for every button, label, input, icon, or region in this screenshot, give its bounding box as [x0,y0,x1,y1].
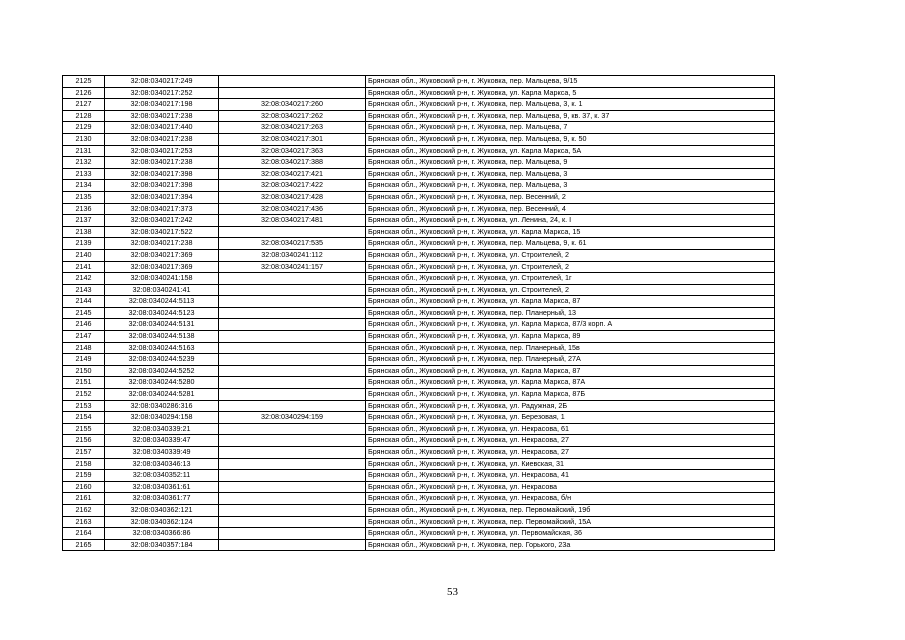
row-number-cell: 2164 [63,528,105,540]
related-cadastral-number-cell [219,273,366,285]
table-row [63,133,775,145]
row-number-cell: 2154 [63,412,105,424]
cadastral-number-cell: 32:08:0340217:238 [105,238,219,250]
related-cadastral-number-cell: 32:08:0340217:436 [219,203,366,215]
row-number-cell: 2133 [63,168,105,180]
related-cadastral-number-cell: 32:08:0340217:428 [219,191,366,203]
related-cadastral-number-cell [219,423,366,435]
address-cell: Брянская обл., Жуковский р-н, г. Жуковка, ул. Карла Маркса, 5 [366,87,775,99]
table-row [63,307,775,319]
cadastral-number-cell: 32:08:0340217:242 [105,215,219,227]
address-cell: Брянская обл., Жуковский р-н, г. Жуковка, ул. Радужная, 2Б [366,400,775,412]
related-cadastral-number-cell: 32:08:0340217:388 [219,157,366,169]
address-cell: Брянская обл., Жуковский р-н, г. Жуковка, ул. Некрасова [366,481,775,493]
cadastral-number-cell: 32:08:0340244:5163 [105,342,219,354]
row-number-cell: 2148 [63,342,105,354]
cadastral-number-cell: 32:08:0340244:5123 [105,307,219,319]
table-row [63,122,775,134]
related-cadastral-number-cell [219,435,366,447]
document-page [62,75,774,551]
cadastral-number-cell: 32:08:0340217:238 [105,110,219,122]
related-cadastral-number-cell [219,470,366,482]
table-row [63,76,775,88]
row-number-cell: 2161 [63,493,105,505]
cadastral-number-cell: 32:08:0340244:5280 [105,377,219,389]
row-number-cell: 2157 [63,447,105,459]
related-cadastral-number-cell [219,284,366,296]
table-row [63,191,775,203]
cadastral-number-cell: 32:08:0340244:5131 [105,319,219,331]
address-cell: Брянская обл., Жуковский р-н, г. Жуковка, ул. Строителей, 2 [366,284,775,296]
cadastral-number-cell: 32:08:0340357:184 [105,539,219,551]
row-number-cell: 2163 [63,516,105,528]
address-cell: Брянская обл., Жуковский р-н, г. Жуковка, пер. Первомайский, 15А [366,516,775,528]
related-cadastral-number-cell [219,400,366,412]
table-row [63,284,775,296]
related-cadastral-number-cell [219,539,366,551]
address-cell: Брянская обл., Жуковский р-н, г. Жуковка, ул. Некрасова, 27 [366,447,775,459]
address-cell: Брянская обл., Жуковский р-н, г. Жуковка, ул. Некрасова, 61 [366,423,775,435]
table-row [63,539,775,551]
related-cadastral-number-cell [219,516,366,528]
address-cell: Брянская обл., Жуковский р-н, г. Жуковка, ул. Карла Маркса, 87/3 корп. А [366,319,775,331]
address-cell: Брянская обл., Жуковский р-н, г. Жуковка, ул. Некрасова, б/н [366,493,775,505]
address-cell: Брянская обл., Жуковский р-н, г. Жуковка, ул. Строителей, 2 [366,249,775,261]
table-row [63,365,775,377]
related-cadastral-number-cell [219,447,366,459]
cadastral-number-cell: 32:08:0340339:47 [105,435,219,447]
row-number-cell: 2144 [63,296,105,308]
table-row [63,273,775,285]
address-cell: Брянская обл., Жуковский р-н, г. Жуковка, ул. Карла Маркса, 87 [366,365,775,377]
table-row [63,296,775,308]
cadastral-number-cell: 32:08:0340361:61 [105,481,219,493]
row-number-cell: 2155 [63,423,105,435]
table-row [63,203,775,215]
cadastral-number-cell: 32:08:0340217:373 [105,203,219,215]
related-cadastral-number-cell [219,296,366,308]
table-row [63,99,775,111]
table-row [63,157,775,169]
table-row [63,180,775,192]
related-cadastral-number-cell [219,307,366,319]
cadastral-number-cell: 32:08:0340217:238 [105,157,219,169]
row-number-cell: 2139 [63,238,105,250]
row-number-cell: 2160 [63,481,105,493]
row-number-cell: 2135 [63,191,105,203]
cadastral-number-cell: 32:08:0340244:5138 [105,331,219,343]
table-row [63,447,775,459]
cadastral-number-cell: 32:08:0340244:5239 [105,354,219,366]
related-cadastral-number-cell [219,481,366,493]
address-cell: Брянская обл., Жуковский р-н, г. Жуковка, ул. Некрасова, 27 [366,435,775,447]
related-cadastral-number-cell: 32:08:0340217:421 [219,168,366,180]
table-row [63,87,775,99]
cadastral-number-cell: 32:08:0340244:5252 [105,365,219,377]
cadastral-number-cell: 32:08:0340362:121 [105,504,219,516]
related-cadastral-number-cell: 32:08:0340217:301 [219,133,366,145]
table-row [63,493,775,505]
cadastral-number-cell: 32:08:0340294:158 [105,412,219,424]
related-cadastral-number-cell [219,354,366,366]
address-cell: Брянская обл., Жуковский р-н, г. Жуковка, ул. Некрасова, 41 [366,470,775,482]
related-cadastral-number-cell: 32:08:0340217:260 [219,99,366,111]
cadastral-number-cell: 32:08:0340241:41 [105,284,219,296]
address-cell: Брянская обл., Жуковский р-н, г. Жуковка, пер. Мальцева, 9/15 [366,76,775,88]
table-row [63,331,775,343]
cadastral-number-cell: 32:08:0340244:5113 [105,296,219,308]
related-cadastral-number-cell [219,493,366,505]
cadastral-number-cell: 32:08:0340217:398 [105,180,219,192]
cadastral-number-cell: 32:08:0340217:522 [105,226,219,238]
address-cell: Брянская обл., Жуковский р-н, г. Жуковка, пер. Мальцева, 9, к. 61 [366,238,775,250]
related-cadastral-number-cell [219,331,366,343]
cadastral-number-cell: 32:08:0340217:369 [105,261,219,273]
cadastral-number-cell: 32:08:0340217:398 [105,168,219,180]
cadastral-number-cell: 32:08:0340366:86 [105,528,219,540]
cadastral-number-cell: 32:08:0340346:13 [105,458,219,470]
row-number-cell: 2130 [63,133,105,145]
table-row [63,319,775,331]
cadastral-number-cell: 32:08:0340217:369 [105,249,219,261]
row-number-cell: 2126 [63,87,105,99]
cadastral-number-cell: 32:08:0340286:316 [105,400,219,412]
row-number-cell: 2134 [63,180,105,192]
table-row [63,516,775,528]
row-number-cell: 2162 [63,504,105,516]
address-cell: Брянская обл., Жуковский р-н, г. Жуковка, пер. Горького, 23а [366,539,775,551]
table-row [63,226,775,238]
cadastral-number-cell: 32:08:0340362:124 [105,516,219,528]
row-number-cell: 2143 [63,284,105,296]
related-cadastral-number-cell: 32:08:0340217:481 [219,215,366,227]
address-cell: Брянская обл., Жуковский р-н, г. Жуковка, пер. Планерный, 15в [366,342,775,354]
address-cell: Брянская обл., Жуковский р-н, г. Жуковка, пер. Мальцева, 3 [366,168,775,180]
address-cell: Брянская обл., Жуковский р-н, г. Жуковка, ул. Карла Маркса, 89 [366,331,775,343]
cadastral-number-cell: 32:08:0340217:440 [105,122,219,134]
row-number-cell: 2137 [63,215,105,227]
table-row [63,423,775,435]
related-cadastral-number-cell: 32:08:0340241:112 [219,249,366,261]
related-cadastral-number-cell [219,377,366,389]
related-cadastral-number-cell [219,504,366,516]
row-number-cell: 2138 [63,226,105,238]
table-row [63,504,775,516]
address-cell: Брянская обл., Жуковский р-н, г. Жуковка, пер. Весенний, 2 [366,191,775,203]
row-number-cell: 2151 [63,377,105,389]
row-number-cell: 2153 [63,400,105,412]
row-number-cell: 2158 [63,458,105,470]
related-cadastral-number-cell [219,458,366,470]
address-cell: Брянская обл., Жуковский р-н, г. Жуковка, пер. Планерный, 13 [366,307,775,319]
table-row [63,377,775,389]
row-number-cell: 2125 [63,76,105,88]
address-cell: Брянская обл., Жуковский р-н, г. Жуковка, ул. Ленина, 24, к. I [366,215,775,227]
table-row [63,400,775,412]
cadastral-number-cell: 32:08:0340217:238 [105,133,219,145]
row-number-cell: 2147 [63,331,105,343]
table-row [63,481,775,493]
table-row [63,215,775,227]
table-row [63,412,775,424]
table-row [63,261,775,273]
related-cadastral-number-cell [219,319,366,331]
table-row [63,249,775,261]
address-cell: Брянская обл., Жуковский р-н, г. Жуковка, пер. Мальцева, 7 [366,122,775,134]
table-row [63,470,775,482]
row-number-cell: 2146 [63,319,105,331]
row-number-cell: 2145 [63,307,105,319]
page-number: 53 [447,586,458,598]
row-number-cell: 2149 [63,354,105,366]
address-cell: Брянская обл., Жуковский р-н, г. Жуковка, пер. Планерный, 27А [366,354,775,366]
cadastral-number-cell: 32:08:0340217:394 [105,191,219,203]
row-number-cell: 2131 [63,145,105,157]
related-cadastral-number-cell: 32:08:0340217:535 [219,238,366,250]
address-cell: Брянская обл., Жуковский р-н, г. Жуковка, пер. Мальцева, 9, к. 50 [366,133,775,145]
related-cadastral-number-cell [219,342,366,354]
row-number-cell: 2132 [63,157,105,169]
related-cadastral-number-cell [219,226,366,238]
cadastral-number-cell: 32:08:0340217:198 [105,99,219,111]
cadastral-number-cell: 32:08:0340339:21 [105,423,219,435]
table-row [63,145,775,157]
row-number-cell: 2136 [63,203,105,215]
address-cell: Брянская обл., Жуковский р-н, г. Жуковка, ул. Березовая, 1 [366,412,775,424]
row-number-cell: 2165 [63,539,105,551]
related-cadastral-number-cell [219,365,366,377]
row-number-cell: 2156 [63,435,105,447]
address-cell: Брянская обл., Жуковский р-н, г. Жуковка, пер. Мальцева, 3, к. 1 [366,99,775,111]
related-cadastral-number-cell: 32:08:0340217:262 [219,110,366,122]
address-cell: Брянская обл., Жуковский р-н, г. Жуковка, пер. Мальцева, 9, кв. 37, к. 37 [366,110,775,122]
address-cell: Брянская обл., Жуковский р-н, г. Жуковка, ул. Строителей, 2 [366,261,775,273]
cadastral-number-cell: 32:08:0340361:77 [105,493,219,505]
address-cell: Брянская обл., Жуковский р-н, г. Жуковка, ул. Карла Маркса, 87Б [366,389,775,401]
cadastral-number-cell: 32:08:0340217:249 [105,76,219,88]
table-row [63,168,775,180]
address-cell: Брянская обл., Жуковский р-н, г. Жуковка, ул. Карла Маркса, 87А [366,377,775,389]
row-number-cell: 2129 [63,122,105,134]
related-cadastral-number-cell [219,528,366,540]
related-cadastral-number-cell [219,76,366,88]
table-body [63,76,775,551]
row-number-cell: 2159 [63,470,105,482]
address-cell: Брянская обл., Жуковский р-н, г. Жуковка, ул. Киевская, 31 [366,458,775,470]
address-cell: Брянская обл., Жуковский р-н, г. Жуковка, ул. Первомайская, 36 [366,528,775,540]
address-cell: Брянская обл., Жуковский р-н, г. Жуковка, ул. Строителей, 1г [366,273,775,285]
row-number-cell: 2140 [63,249,105,261]
related-cadastral-number-cell [219,389,366,401]
row-number-cell: 2152 [63,389,105,401]
related-cadastral-number-cell: 32:08:0340217:363 [219,145,366,157]
row-number-cell: 2150 [63,365,105,377]
cadastral-number-cell: 32:08:0340217:253 [105,145,219,157]
table-row [63,354,775,366]
related-cadastral-number-cell: 32:08:0340217:422 [219,180,366,192]
row-number-cell: 2127 [63,99,105,111]
address-cell: Брянская обл., Жуковский р-н, г. Жуковка, пер. Весенний, 4 [366,203,775,215]
cadastral-number-cell: 32:08:0340241:158 [105,273,219,285]
address-cell: Брянская обл., Жуковский р-н, г. Жуковка, пер. Мальцева, 3 [366,180,775,192]
row-number-cell: 2141 [63,261,105,273]
table-row [63,342,775,354]
cadastral-number-cell: 32:08:0340352:11 [105,470,219,482]
cadastral-table [62,75,775,551]
address-cell: Брянская обл., Жуковский р-н, г. Жуковка, ул. Карла Маркса, 15 [366,226,775,238]
row-number-cell: 2142 [63,273,105,285]
related-cadastral-number-cell: 32:08:0340241:157 [219,261,366,273]
address-cell: Брянская обл., Жуковский р-н, г. Жуковка, ул. Карла Маркса, 87 [366,296,775,308]
address-cell: Брянская обл., Жуковский р-н, г. Жуковка, пер. Мальцева, 9 [366,157,775,169]
table-row [63,458,775,470]
table-row [63,389,775,401]
table-row [63,238,775,250]
address-cell: Брянская обл., Жуковский р-н, г. Жуковка, ул. Карла Маркса, 5А [366,145,775,157]
cadastral-number-cell: 32:08:0340217:252 [105,87,219,99]
cadastral-number-cell: 32:08:0340339:49 [105,447,219,459]
address-cell: Брянская обл., Жуковский р-н, г. Жуковка, пер. Первомайский, 19б [366,504,775,516]
related-cadastral-number-cell [219,87,366,99]
related-cadastral-number-cell: 32:08:0340294:159 [219,412,366,424]
table-row [63,110,775,122]
row-number-cell: 2128 [63,110,105,122]
cadastral-number-cell: 32:08:0340244:5281 [105,389,219,401]
related-cadastral-number-cell: 32:08:0340217:263 [219,122,366,134]
table-row [63,528,775,540]
table-row [63,435,775,447]
